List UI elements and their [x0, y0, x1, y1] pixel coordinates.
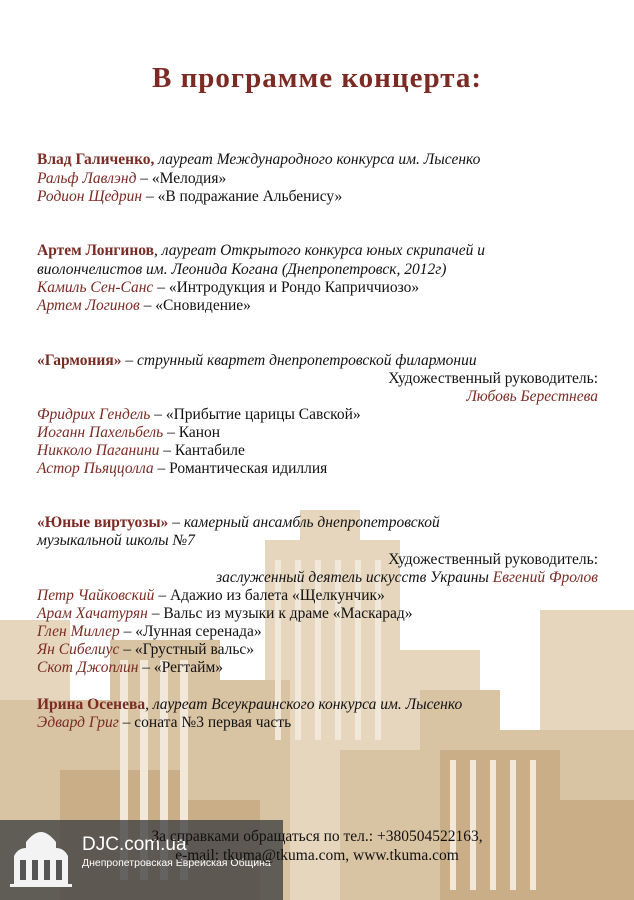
work-line: Камиль Сен-Санс – «Интродукция и Рондо Каприччиозо» [37, 279, 420, 296]
piece: Кантабиле [174, 442, 245, 459]
contact-email-web: e-mail: tkuma@tkuma.com, www.tkuma.com [175, 847, 459, 864]
work-line: Эдвард Григ – соната №3 первая часть [37, 714, 292, 731]
performer-desc-cont: виолончелистов им. Леонида Когана (Днепропетровск, 2012г) [37, 261, 447, 278]
watermark-subtitle: Днепропетровская Еврейская Община [82, 857, 271, 869]
performer-desc-cont: музыкальной школы №7 [37, 532, 195, 549]
piece: «Сновидение» [155, 297, 251, 314]
performer-desc: камерный ансамбль днепропетровской [183, 514, 440, 531]
page-title: В программе концерта: [152, 62, 482, 94]
work-line: Астор Пьяццолла – Романтическая идиллия [37, 460, 328, 477]
composer: Родион Щедрин [37, 188, 143, 205]
composer: Артем Логинов [37, 297, 140, 314]
watermark-name: DJC.com.ua [82, 834, 187, 855]
composer: Арам Хачатурян [37, 605, 148, 622]
work-line: Иоганн Пахельбель – Канон [37, 424, 221, 441]
piece: Канон [178, 424, 221, 441]
work-line: Ральф Лавлэнд – «Мелодия» [37, 170, 227, 187]
work-line: Петр Чайковский – Адажио из балета «Щелкунчик» [37, 587, 385, 604]
piece: Вальс из музыки к драме «Маскарад» [163, 605, 413, 622]
performer-line [37, 151, 480, 169]
performer-desc: , лауреат Открытого конкурса юных скрипачей и [154, 242, 486, 259]
work-line: Глен Миллер – «Лунная серенада» [37, 623, 262, 640]
contact-phone: За справками обращаться по тел.: +380504522163, [151, 828, 483, 845]
composer: Астор Пьяццолла [37, 460, 154, 477]
composer: Скот Джоплин [37, 659, 139, 676]
director-title: заслуженный деятель искусств Украины [216, 569, 489, 586]
director-label: Художественный руководитель: [388, 551, 598, 568]
composer: Эдвард Григ [37, 714, 119, 731]
piece: «Прибытие царицы Савской» [165, 406, 361, 423]
composer: Петр Чайковский [37, 587, 155, 604]
performer-line: «Гармония» – струнный квартет днепропетровской филармонии [37, 352, 477, 369]
composer: Никколо Паганини [37, 442, 160, 459]
work-line: Родион Щедрин – «В подражание Альбенису» [37, 188, 343, 205]
director-name: Любовь Берестнева [466, 388, 598, 405]
piece: «Мелодия» [151, 170, 227, 187]
performer-desc: струнный квартет днепропетровской филармонии [137, 352, 477, 369]
composer: Ян Сибелиус [37, 641, 120, 658]
composer: Иоганн Пахельбель [37, 424, 164, 441]
performer-name: «Гармония» [37, 352, 122, 369]
work-line: Арам Хачатурян – Вальс из музыки к драме «Маскарад» [37, 605, 413, 622]
work-line: Фридрих Гендель – «Прибытие царицы Савской» [37, 406, 361, 423]
director-line [216, 569, 598, 587]
performer-name: Влад Галиченко, [37, 151, 155, 168]
work-line: Никколо Паганини – Кантабиле [37, 442, 245, 459]
performer-desc: лауреат Международного конкурса им. Лысенко [158, 151, 481, 168]
performer-line [37, 242, 485, 260]
composer: Камиль Сен-Санс [37, 279, 154, 296]
piece: соната №3 первая часть [134, 714, 292, 731]
work-line: Артем Логинов – «Сновидение» [37, 297, 251, 314]
piece: «Грустный вальс» [134, 641, 255, 658]
work-line: Скот Джоплин – «Регтайм» [37, 659, 224, 676]
performer-name: «Юные виртуозы» [37, 514, 169, 531]
composer: Фридрих Гендель [37, 406, 151, 423]
performer-line: «Юные виртуозы» – камерный ансамбль днепропетровской [37, 514, 440, 531]
performer-line [37, 696, 462, 714]
performer-name: Артем Лонгинов [37, 242, 155, 259]
piece: «Интродукция и Рондо Каприччиозо» [168, 279, 420, 296]
piece: «Регтайм» [153, 659, 224, 676]
piece: «В подражание Альбенису» [157, 188, 343, 205]
performer-desc: , лауреат Всеукраинского конкурса им. Лысенко [145, 696, 463, 713]
piece: Романтическая идиллия [169, 460, 328, 477]
work-line: Ян Сибелиус – «Грустный вальс» [37, 641, 255, 658]
piece: «Лунная серенада» [135, 623, 262, 640]
composer: Глен Миллер [37, 623, 120, 640]
director-label: Художественный руководитель: [388, 370, 598, 387]
composer: Ральф Лавлэнд [37, 170, 137, 187]
piece: Адажио из балета «Щелкунчик» [169, 587, 385, 604]
director-name: Евгений Фролов [492, 569, 598, 586]
performer-name: Ирина Осенева [37, 696, 146, 713]
